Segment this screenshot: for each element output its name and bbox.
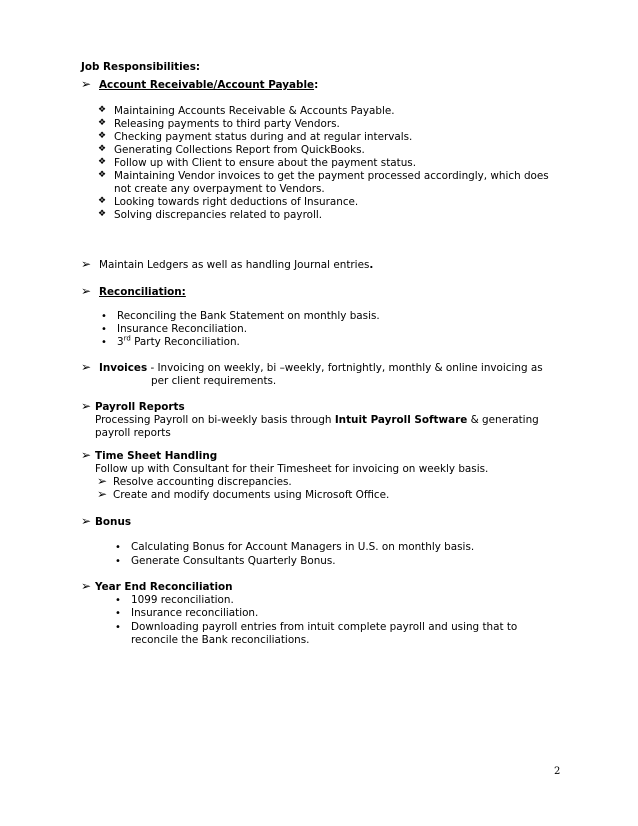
round-bullet-icon: •	[115, 622, 121, 633]
list-item: 3rd Party Reconciliation.	[117, 334, 240, 348]
diamond-bullet-icon: ❖	[98, 209, 107, 219]
arrow-bullet-icon: ➢	[81, 77, 92, 91]
sec2-text: Maintain Ledgers as well as handling Journal entries.	[99, 259, 374, 271]
sec5-line1: Processing Payroll on bi-weekly basis through Intuit Payroll Software & generating	[95, 414, 539, 426]
arrow-bullet-icon: ➢	[81, 284, 92, 298]
section-heading: Job Responsibilities:	[81, 61, 201, 73]
sec4-line1: Invoices - Invoicing on weekly, bi –weekly, fortnightly, monthly & online invoicing as	[99, 362, 543, 374]
diamond-bullet-icon: ❖	[98, 131, 107, 141]
diamond-bullet-icon: ❖	[98, 105, 107, 115]
diamond-bullet-icon: ❖	[98, 196, 107, 206]
sec4-line2: per client requirements.	[151, 375, 277, 387]
list-item-continuation: not create any overpayment to Vendors.	[114, 183, 325, 195]
diamond-bullet-icon: ❖	[98, 170, 107, 180]
arrow-bullet-icon: ➢	[81, 448, 92, 462]
list-item-continuation: reconcile the Bank reconciliations.	[131, 634, 310, 646]
round-bullet-icon: •	[115, 556, 121, 567]
round-bullet-icon: •	[115, 542, 121, 553]
diamond-bullet-icon: ❖	[98, 118, 107, 128]
round-bullet-icon: •	[101, 324, 107, 335]
sec5-line2: payroll reports	[95, 427, 171, 439]
arrow-bullet-icon: ➢	[81, 360, 92, 374]
sec6-line1: Follow up with Consultant for their Timesheet for invoicing on weekly basis.	[95, 463, 489, 475]
list-item: Create and modify documents using Microsoft Office.	[113, 489, 390, 501]
page-number: 2	[554, 766, 561, 777]
sec6-title: Time Sheet Handling	[95, 450, 218, 462]
list-item: Generate Consultants Quarterly Bonus.	[131, 555, 336, 567]
list-item: Downloading payroll entries from intuit complete payroll and using that to	[131, 621, 518, 633]
list-item: Calculating Bonus for Account Managers in U.S. on monthly basis.	[131, 541, 475, 553]
arrow-bullet-icon: ➢	[81, 399, 92, 413]
list-item: Maintaining Vendor invoices to get the payment processed accordingly, which does	[114, 170, 549, 182]
sec5-title: Payroll Reports	[95, 401, 185, 413]
list-item: Insurance reconciliation.	[131, 607, 259, 619]
sec3-title: Reconciliation:	[99, 286, 186, 298]
list-item: Checking payment status during and at regular intervals.	[114, 131, 413, 143]
list-item: Insurance Reconciliation.	[117, 323, 248, 335]
arrow-bullet-icon: ➢	[81, 514, 92, 528]
list-item: Solving discrepancies related to payroll.	[114, 209, 323, 221]
diamond-bullet-icon: ❖	[98, 144, 107, 154]
list-item: Generating Collections Report from QuickBooks.	[114, 144, 365, 156]
sec7-title: Bonus	[95, 516, 132, 528]
list-item: Maintaining Accounts Receivable & Accounts Payable.	[114, 105, 395, 117]
arrow-bullet-icon: ➢	[97, 474, 108, 488]
arrow-bullet-icon: ➢	[81, 579, 92, 593]
arrow-bullet-icon: ➢	[81, 257, 92, 271]
list-item: Reconciling the Bank Statement on monthly basis.	[117, 310, 380, 322]
sec8-title: Year End Reconciliation	[95, 581, 233, 593]
round-bullet-icon: •	[101, 311, 107, 322]
round-bullet-icon: •	[115, 608, 121, 619]
list-item: Follow up with Client to ensure about the payment status.	[114, 157, 417, 169]
sec1-title: Account Receivable/Account Payable:	[99, 79, 319, 91]
round-bullet-icon: •	[101, 337, 107, 348]
list-item: 1099 reconciliation.	[131, 594, 234, 606]
diamond-bullet-icon: ❖	[98, 157, 107, 167]
arrow-bullet-icon: ➢	[97, 487, 108, 501]
round-bullet-icon: •	[115, 595, 121, 606]
list-item: Releasing payments to third party Vendors.	[114, 118, 340, 130]
list-item: Looking towards right deductions of Insurance.	[114, 196, 359, 208]
list-item: Resolve accounting discrepancies.	[113, 476, 292, 488]
